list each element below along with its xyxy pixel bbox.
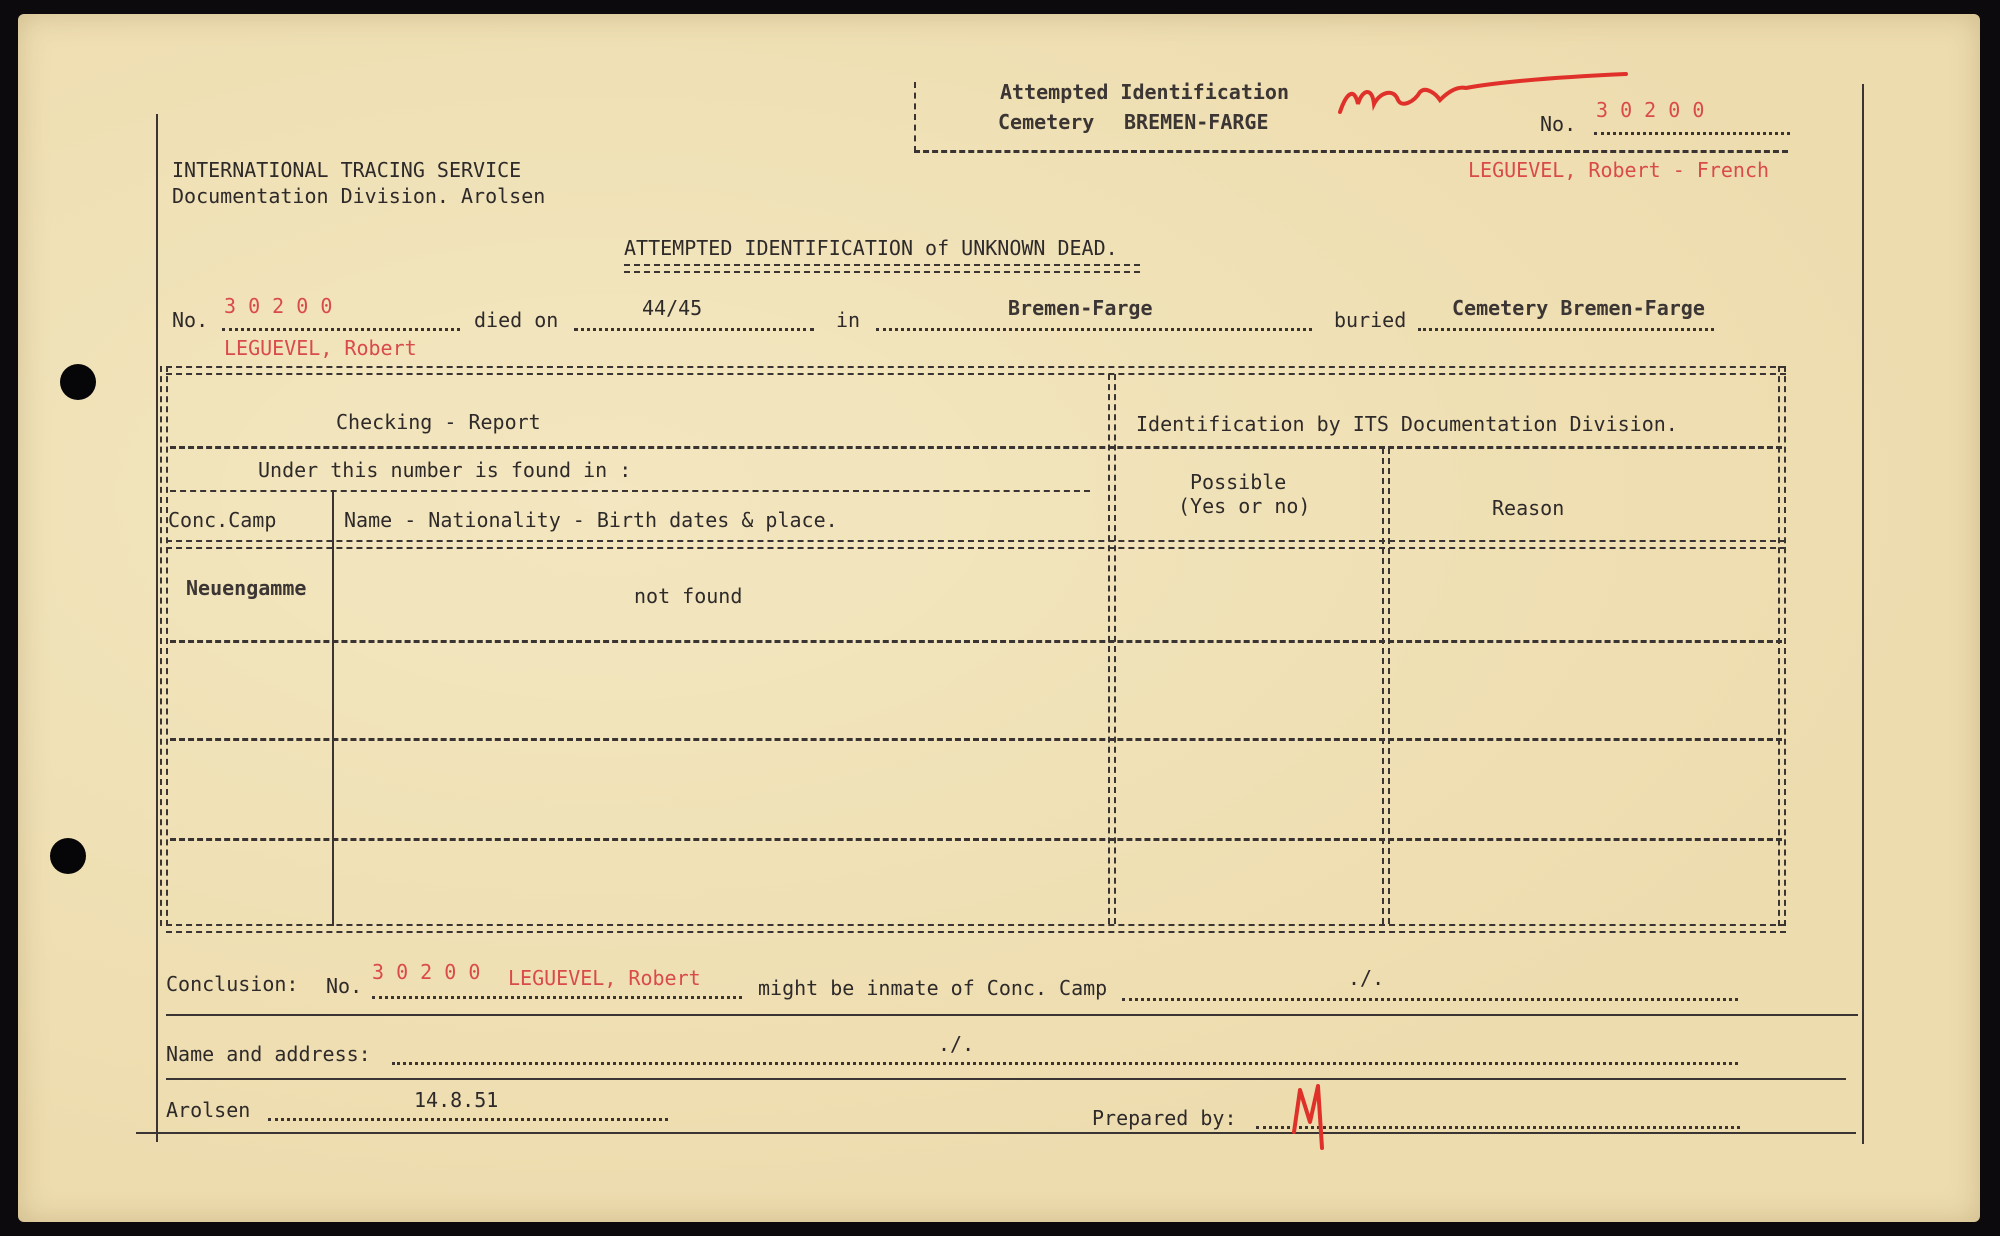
org-line-2: Documentation Division. Arolsen [172,184,546,208]
name-address-label: Name and address: [166,1042,371,1066]
table-divider-reason [1382,448,1390,924]
conclusion-name-value: LEGUEVEL, Robert [508,966,701,990]
header-no-dots [1594,132,1790,135]
table-divider-main [1108,374,1116,924]
under-number-text: Under this number is found in : [258,458,632,482]
footer-date: 14.8.51 [414,1088,499,1112]
punch-hole-bottom [50,838,86,874]
table-heading-rule [170,446,1782,449]
conclusion-camp-dots [1122,998,1738,1001]
frame-bottom-line [136,1132,1856,1134]
name-address-rule [166,1078,1846,1080]
signature-mark [1288,1076,1338,1156]
col-reason: Reason [1492,496,1565,520]
row-2-rule [170,738,1782,741]
record-in-value: Bremen-Farge [1008,296,1153,320]
record-died-label: died on [474,308,559,332]
identification-heading: Identification by ITS Documentation Division. [1136,412,1678,436]
record-buried-value: Cemetery Bremen-Farge [1452,296,1705,320]
conclusion-label: Conclusion: [166,972,299,996]
conclusion-camp-value: ./. [1348,966,1385,990]
conclusion-no-value: 3 0 2 0 0 [372,960,481,984]
under-number-rule [170,490,1090,492]
title-underline [624,264,1140,273]
handwritten-none-text [1348,76,1350,100]
name-address-value: ./. [938,1032,975,1056]
table-right-rule [1778,366,1786,926]
document-title: ATTEMPTED IDENTIFICATION of UNKNOWN DEAD. [624,236,1118,260]
row-1-name: not found [634,584,743,608]
table-bottom-rule [166,924,1786,933]
record-name: LEGUEVEL, Robert [224,336,417,360]
header-no-label: No. [1540,112,1577,136]
table-left-rule [160,366,168,926]
record-no-dots [222,328,460,331]
col-possible-line1: Possible [1190,470,1287,494]
footer-place: Arolsen [166,1098,251,1122]
col-possible-line2: (Yes or no) [1178,494,1311,518]
header-cemetery-label: Cemetery [998,110,1095,134]
record-died-dots [574,328,814,331]
row-1-rule [170,640,1782,643]
record-no-label: No. [172,308,209,332]
header-box-bottom [914,150,1788,153]
footer-date-dots [268,1118,668,1121]
signature-text [1298,1104,1299,1128]
header-cemetery-name: BREMEN-FARGE [1124,110,1269,134]
table-divider-camp [332,490,334,926]
conclusion-no-label: No. [326,974,363,998]
header-name-nationality: LEGUEVEL, Robert - French [1468,158,1770,182]
col-name-nationality: Name - Nationality - Birth dates & place. [344,508,838,532]
record-card [18,14,1980,1222]
org-line-1: INTERNATIONAL TRACING SERVICE [172,158,522,182]
row-1-camp: Neuengamme [186,576,307,600]
header-attempted: Attempted Identification [1000,80,1289,104]
record-buried-label: buried [1334,308,1407,332]
record-in-label: in [836,308,861,332]
name-address-dots [392,1062,1738,1065]
record-in-dots [876,328,1312,331]
prepared-by-label: Prepared by: [1092,1106,1237,1130]
table-top-rule [166,366,1786,375]
punch-hole-top [60,364,96,400]
col-conc-camp: Conc.Camp [168,508,277,532]
conclusion-middle-text: might be inmate of Conc. Camp [758,976,1108,1000]
header-box-left [914,82,916,152]
record-died-value: 44/45 [642,296,703,320]
handwritten-none-mark [1336,64,1636,124]
record-no-value: 3 0 2 0 0 [224,294,333,318]
frame-left-line [156,114,158,1142]
conclusion-rule [166,1014,1858,1016]
frame-right-line [1862,84,1864,1144]
checking-report-heading: Checking - Report [336,410,541,434]
row-3-rule [170,838,1782,841]
record-buried-dots [1418,328,1714,331]
conclusion-no-dots [372,996,742,999]
table-header-rule [166,540,1786,549]
header-no-value: 3 0 2 0 0 [1596,98,1705,122]
